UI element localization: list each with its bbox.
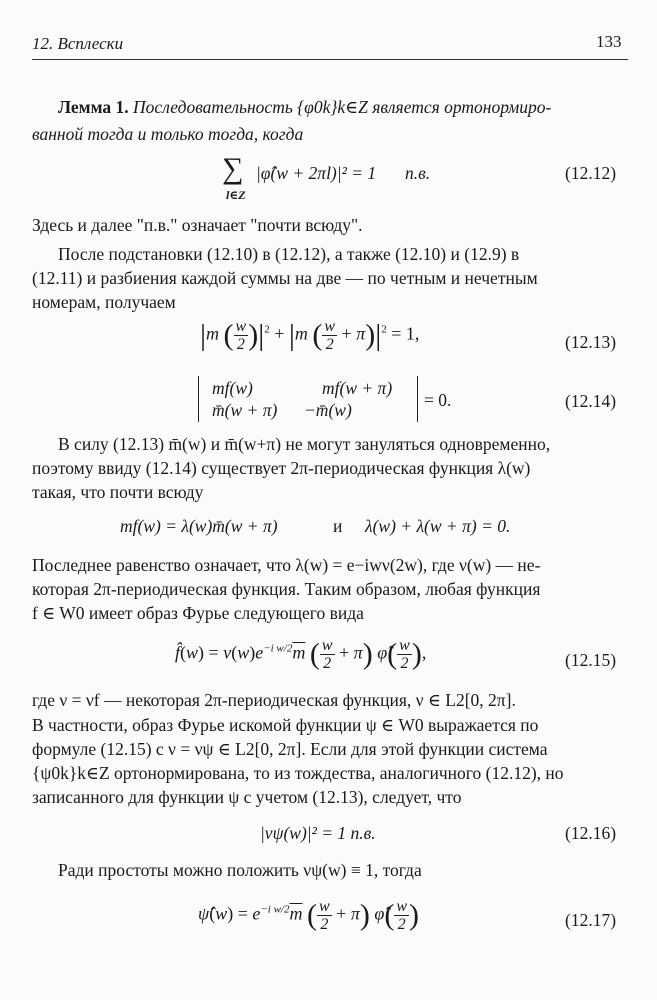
- lemma-line-1: [58, 97, 551, 118]
- eq-12-15-number: (12.15): [565, 650, 617, 670]
- eq-12-14-number: (12.14): [565, 391, 617, 411]
- det-m12: mf(w + π): [322, 378, 393, 398]
- para-1: Здесь и далее "п.в." означает "почти всюду".: [32, 215, 363, 235]
- para-4-line-1: Последнее равенство означает, что λ(w) = e−iwν(2w), где ν(w) — не-: [32, 555, 541, 575]
- det-m11: mf(w): [212, 378, 253, 398]
- para-3-line-3: такая, что почти всюду: [32, 482, 204, 502]
- eq-12-13-body: |m ( $\frac{w}{2}$ )$|^2 + |m$ ( $\frac{w}{2}$ + $\pi)|^2 = 1$,: [200, 318, 420, 353]
- eq-12-12-number: (12.12): [565, 163, 617, 183]
- eq-12-12-qualifier: п.в.: [405, 163, 431, 183]
- para-2-line-3: номерам, получаем: [32, 292, 176, 312]
- para-4-line-2: которая 2π-периодическая функция. Таким образом, любая функция: [32, 579, 541, 599]
- eq-mid-conj: и: [333, 516, 343, 536]
- page-number: 133: [596, 32, 622, 51]
- para-2-line-2: (12.11) и разбиения каждой суммы на две — по четным и нечетным: [32, 268, 538, 288]
- det-m22: −m̄(w): [304, 400, 352, 420]
- para-3-line-1: В силу (12.13) m̄(w) и m̄(w+π) не могут зануляться одновременно,: [58, 434, 551, 454]
- para-5-line-1: где ν = νf — некоторая 2π-периодическая функция, ν ∈ L2[0, 2π].: [32, 690, 516, 710]
- lemma-text-1: Последовательность {φ0k}k∈Z является ортонормиро-: [133, 97, 552, 117]
- eq-mid-left: mf(w) = λ(w)m̄(w + π): [120, 516, 278, 536]
- para-5-line-2: В частности, образ Фурье искомой функции ψ ∈ W0 выражается по: [32, 715, 539, 735]
- eq-12-17-number: (12.17): [565, 910, 617, 930]
- det-right-bar: [417, 376, 418, 422]
- para-4-line-3: f ∈ W0 имеет образ Фурье следующего вида: [32, 603, 364, 623]
- para-5-line-5: записанного для функции ψ с учетом (12.13), следует, что: [32, 787, 462, 807]
- eq-mid-right: λ(w) + λ(w + π) = 0.: [365, 516, 511, 536]
- para-3-line-2: поэтому ввиду (12.14) существует 2π-периодическая функция λ(w): [32, 458, 531, 478]
- eq-12-12-body: |φ̂(w + 2πl)|² = 1: [256, 163, 377, 183]
- lemma-line-2: ванной тогда и только тогда, когда: [32, 124, 304, 144]
- eq-12-13-number: (12.13): [565, 332, 617, 352]
- lemma-label: Лемма 1.: [58, 97, 129, 117]
- det-left-bar: [198, 376, 199, 422]
- eq-12-15-body: f̂(w) = $\nu(w)e^{-i w/2}\overline{m}$ ( $\frac{w}{2}$ + π) φ̂( $\frac{w}{2}$ ),: [175, 637, 427, 672]
- para-2-line-1: После подстановки (12.10) в (12.12), а также (12.10) и (12.9) в: [58, 244, 520, 264]
- eq-12-14-rhs: = 0.: [424, 390, 452, 410]
- eq-12-13-rhs: = 1,: [391, 323, 420, 344]
- header-rule: [32, 59, 628, 60]
- para-5-line-3: формуле (12.15) с ν = νψ ∈ L2[0, 2π]. Если для этой функции система: [32, 739, 548, 759]
- para-5-line-4: {ψ0k}k∈Z ортонормирована, то из тождества, аналогичного (12.12), но: [32, 763, 564, 783]
- det-m21: m̄(w + π): [212, 400, 278, 420]
- sum-index: l∈Z: [226, 188, 246, 202]
- eq-12-16-body: |νψ(w)|² = 1 п.в.: [260, 823, 376, 843]
- running-header-chapter: 12. Всплески: [32, 34, 124, 53]
- sum-symbol: ∑: [222, 152, 244, 185]
- para-6: Ради простоты можно положить νψ(w) ≡ 1, тогда: [58, 860, 422, 880]
- eq-12-17-body: ψ̂(w) = $e^{-i w/2}\overline{m}$ ( $\frac{w}{2}$ + π) φ̂( $\frac{w}{2}$ ): [198, 898, 419, 933]
- eq-12-16-number: (12.16): [565, 823, 617, 843]
